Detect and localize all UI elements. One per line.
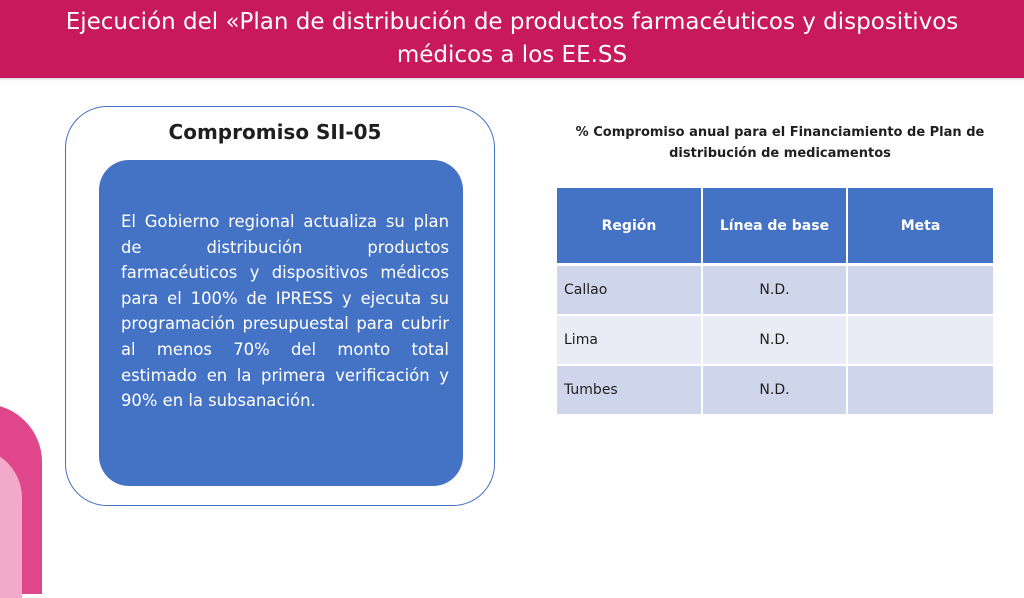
table-header-row [557,188,993,265]
table-cell-goal [847,265,993,316]
table-cell-baseline: N.D. [702,265,847,316]
table-row [557,265,993,316]
column-header-region: Región [557,188,702,265]
slide-title-bar [0,0,1024,78]
table-cell-goal [847,365,993,415]
table-cell-baseline: N.D. [702,315,847,365]
table-row [557,365,993,415]
column-header-baseline: Línea de base [702,188,847,265]
commitment-heading: Compromiso SII-05 [168,120,382,144]
table-cell-region: Callao [557,265,702,316]
title-bar-shadow [0,78,1024,81]
table-cell-region: Lima [557,315,702,365]
table-cell-goal [847,315,993,365]
table-cell-region: Tumbes [557,365,702,415]
column-header-goal: Meta [847,188,993,265]
table-cell-baseline: N.D. [702,365,847,415]
table-caption: % Compromiso anual para el Financiamiento de Plan de distribución de medicamentos [575,125,985,161]
commitment-table [557,188,993,416]
slide-title: Ejecución del «Plan de distribución de productos farmacéuticos y dispositivos médicos a los EE.SS [65,9,959,68]
commitment-description-box [99,160,463,486]
table-row [557,315,993,365]
commitment-description: El Gobierno regional actualiza su plan de distribución productos farmacéuticos y dispositivos médicos para el 100% de IPRESS y ejecuta su programación presupuestal para cubrir al menos 70% del monto total estimado en la primera verificación y 90% en la subsanación. [121,212,449,411]
